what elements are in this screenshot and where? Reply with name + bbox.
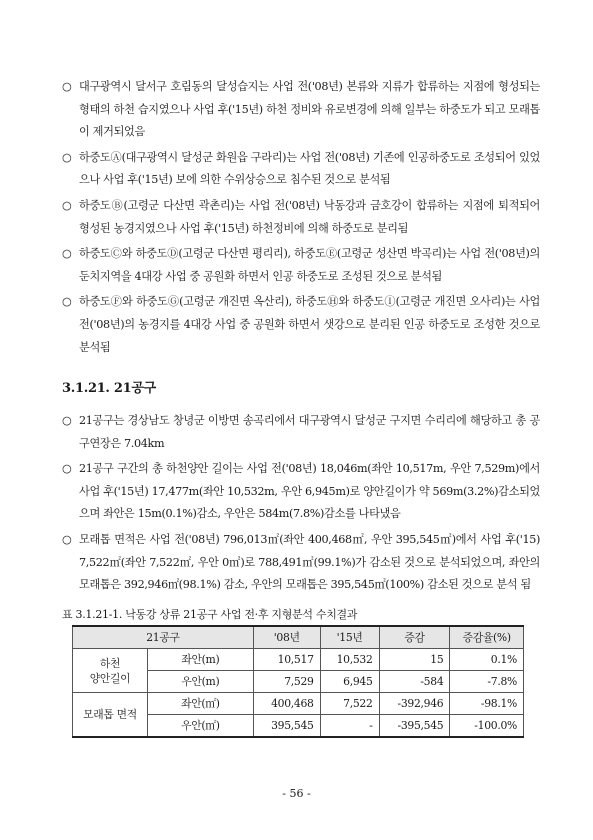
bullet-text: 대구광역시 달서구 호림동의 달성습지는 사업 전('08년) 본류와 지류가 합류하는 지점에 형성되는 형태의 하천 습지였으나 사업 후('15년) 하천 정비와 유로변경에 의해 일부는 하중도가 되고 모래톱이 제거되었음 xyxy=(79,80,540,139)
circle-bullet-icon: ○ xyxy=(62,414,72,427)
bullet-text: 하중도Ⓒ와 하중도Ⓓ(고령군 다산면 평리리), 하중도Ⓔ(고령군 성산면 박곡리)는 사업 전('08년)의 둔치지역을 4대강 사업 중 공원화 하면서 인공 하중도로 조성된 것으로 분석됨 xyxy=(79,247,540,283)
column-header: '15년 xyxy=(320,626,379,649)
page-number: - 56 - xyxy=(282,787,311,800)
table-cell: 7,522 xyxy=(320,693,379,715)
group-label-line: 하천 xyxy=(99,656,121,670)
table-row xyxy=(73,649,524,671)
row-sub-label: 좌안(m) xyxy=(148,649,254,671)
circle-bullet-icon: ○ xyxy=(62,150,72,164)
bullet-item xyxy=(62,529,540,597)
table-cell: 10,517 xyxy=(253,649,320,671)
row-sub-label: 우안(m) xyxy=(148,671,254,693)
bullet-text: 21공구 구간의 총 하천양안 길이는 사업 전('08년) 18,046m(좌안 10,517m, 우안 7,529m)에서 사업 후('15년) 17,477m(좌안 10,532m, 우안 6,945m)로 양안길이가 약 569m(3.2%)감소되었으며 좌안은 15m(0.1%)감소, 우안은 584m(7.8%)감소를 나타냈음 xyxy=(79,462,540,521)
circle-bullet-icon: ○ xyxy=(62,532,72,546)
table-cell: -7.8% xyxy=(450,671,524,693)
section-heading: 3.1.21. 21공구 xyxy=(62,381,156,396)
circle-bullet-icon: ○ xyxy=(62,80,72,93)
bullet-list-top xyxy=(62,76,540,362)
table-cell: -584 xyxy=(379,671,450,693)
table-cell: 6,945 xyxy=(320,671,379,693)
column-header: '08년 xyxy=(253,626,320,649)
column-header: 증감율(%) xyxy=(450,626,524,649)
table-header-row xyxy=(73,626,524,649)
bullet-text: 하중도Ⓑ(고령군 다산면 곽촌리)는 사업 전('08년) 낙동강과 금호강이 합류하는 지점에 퇴적되어 형성된 농경지였으나 사업 후('15년) 하천정비에 의해 하중도로 분리됨 xyxy=(79,198,540,235)
table-cell: 7,529 xyxy=(253,671,320,693)
table-cell: -100.0% xyxy=(450,715,524,738)
bullet-item xyxy=(62,195,540,240)
row-group-label xyxy=(73,693,148,738)
table-cell: -98.1% xyxy=(450,693,524,715)
bullet-list-bottom xyxy=(62,410,540,600)
circle-bullet-icon: ○ xyxy=(62,462,72,476)
circle-bullet-icon: ○ xyxy=(62,295,72,309)
table-cell: 0.1% xyxy=(450,649,524,671)
table-row xyxy=(73,693,524,715)
group-label-line: 양안길이 xyxy=(89,671,131,685)
row-sub-label: 좌안(㎡) xyxy=(148,693,254,715)
bullet-item xyxy=(62,458,540,526)
bullet-text: 모래톱 면적은 사업 전('08년) 796,013㎡(좌안 400,468㎡, 우안 395,545㎡)에서 사업 후('15) 7,522㎡(좌안 7,522㎡, 우안 0㎡)로 788,491㎡(99.1%)가 감소된 것으로 분석되었으며, 좌안의 모래톱은 392,946㎡(98.1%) 감소, 우안의 모래톱은 395,545㎡(100%) 감소된 것으로 분석 됨 xyxy=(79,532,540,592)
table-caption: 표 3.1.21-1. 낙동강 상류 21공구 사업 전·후 지형분석 수치결과 xyxy=(62,608,358,621)
circle-bullet-icon: ○ xyxy=(62,247,72,261)
table-cell: -392,946 xyxy=(379,693,450,715)
column-header: 증감 xyxy=(379,626,450,649)
group-label-line: 모래톱 면적 xyxy=(83,708,137,721)
bullet-text: 하중도Ⓕ와 하중도Ⓖ(고령군 개진면 옥산리), 하중도Ⓗ와 하중도Ⓘ(고령군 개진면 오사리)는 사업 전('08년)의 농경지를 4대강 사업 중 공원화 하면서 샛강으로 분리된 인공 하중도로 조성한 것으로 분석됨 xyxy=(79,295,540,354)
bullet-text: 하중도Ⓐ(대구광역시 달성군 화원읍 구라리)는 사업 전('08년) 기존에 인공하중도로 조성되어 있었으나 사업 후('15년) 보에 의한 수위상승으로 침수된 것으로 분석됨 xyxy=(79,150,540,187)
row-group-label xyxy=(73,649,148,693)
table-cell: 400,468 xyxy=(253,693,320,715)
terrain-analysis-table xyxy=(72,625,524,738)
table-cell: -395,545 xyxy=(379,715,450,738)
bullet-item xyxy=(62,410,540,455)
row-sub-label: 우안(㎡) xyxy=(148,715,254,738)
table-cell: - xyxy=(320,715,379,738)
circle-bullet-icon: ○ xyxy=(62,198,72,212)
bullet-item xyxy=(62,76,540,144)
table-cell: 395,545 xyxy=(253,715,320,738)
column-header: 21공구 xyxy=(73,626,254,649)
table-cell: 15 xyxy=(379,649,450,671)
table-cell: 10,532 xyxy=(320,649,379,671)
bullet-item xyxy=(62,147,540,192)
bullet-item xyxy=(62,243,540,288)
bullet-text: 21공구는 경상남도 창녕군 이방면 송곡리에서 대구광역시 달성군 구지면 수리리에 해당하고 총 공구연장은 7.04km xyxy=(79,414,540,450)
bullet-item xyxy=(62,291,540,359)
